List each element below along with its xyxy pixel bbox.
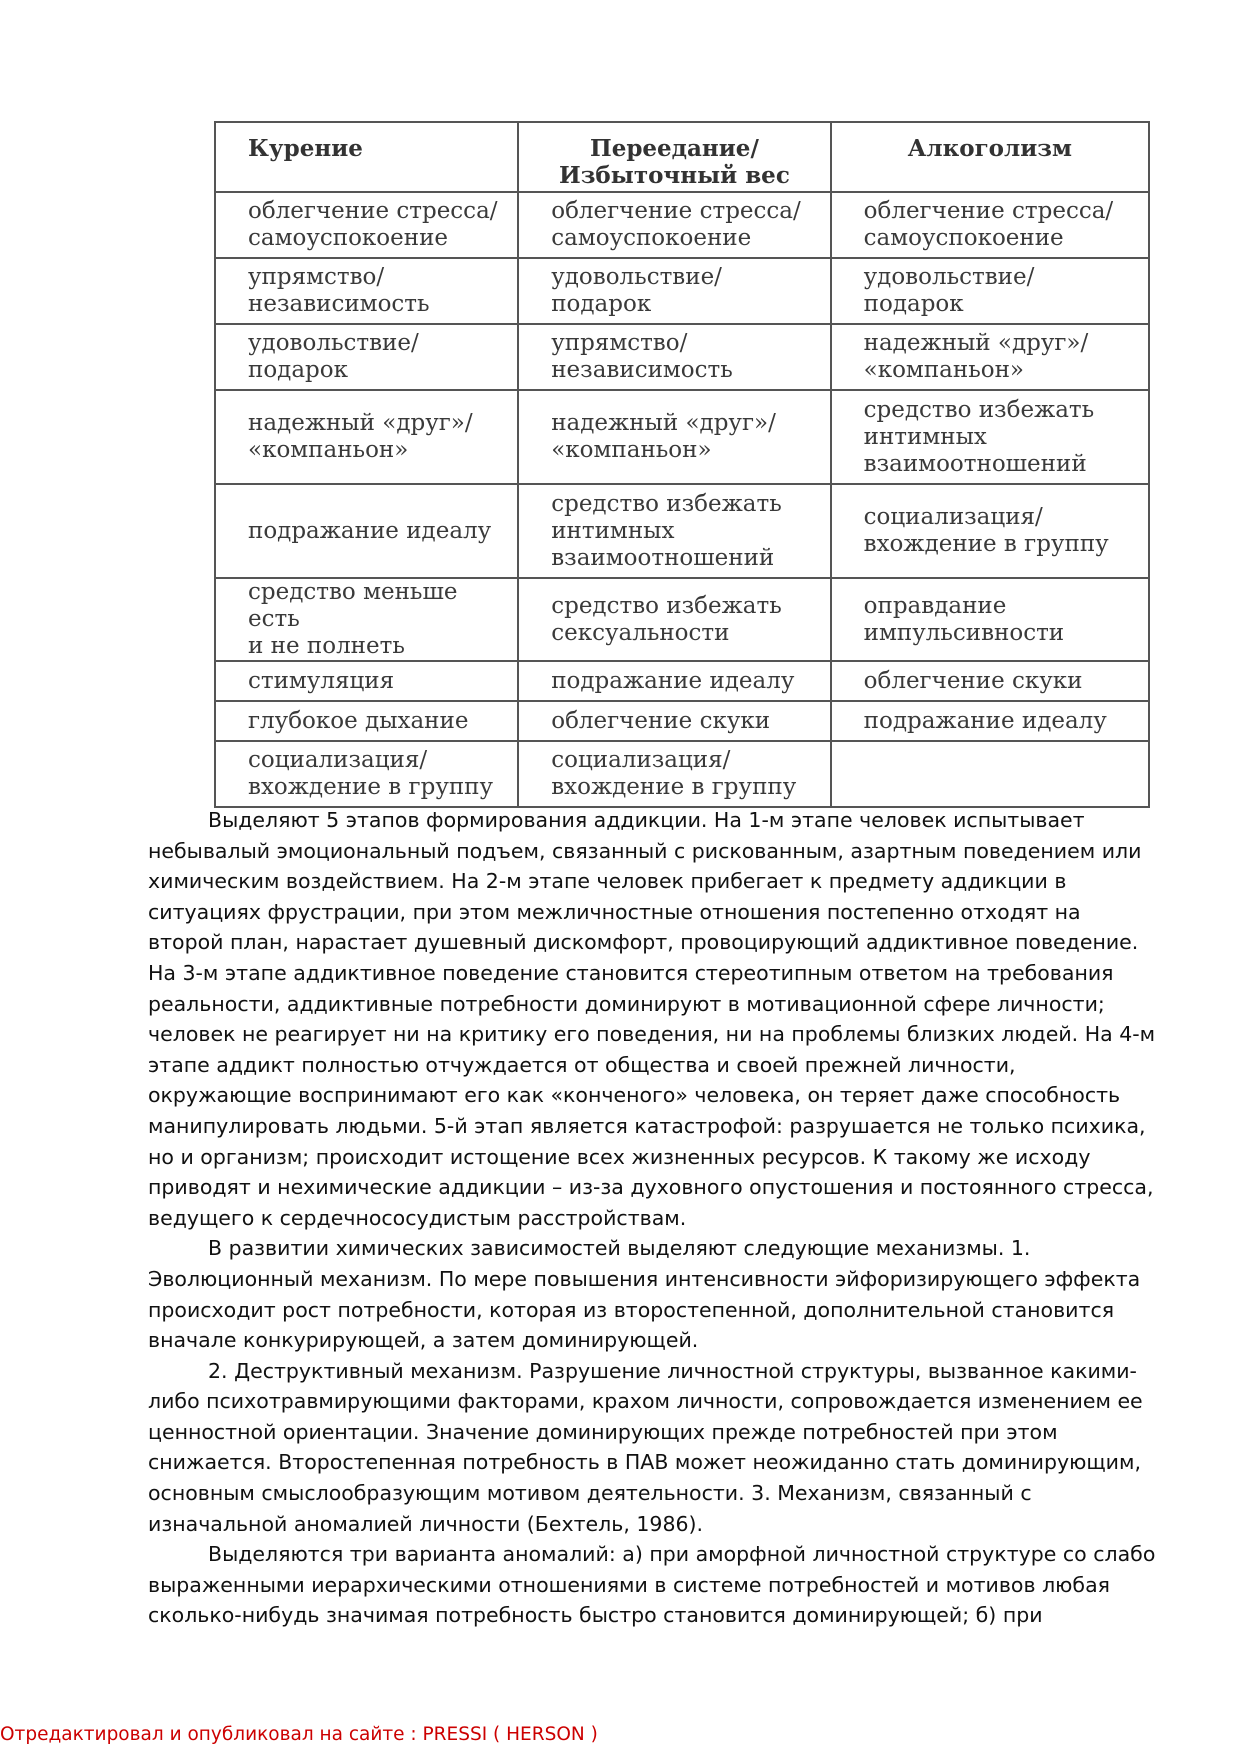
header-alcoholism: Алкоголизм	[831, 122, 1149, 192]
table-cell: средство избежать интимных взаимоотношений	[518, 484, 830, 578]
table-row	[215, 192, 1149, 258]
table-cell	[831, 741, 1149, 807]
table-header-row	[215, 122, 1149, 192]
table-cell: упрямство/ независимость	[215, 258, 518, 324]
table-cell: упрямство/ независимость	[518, 324, 830, 390]
table-cell: социализация/ вхождение в группу	[215, 741, 518, 807]
table-row	[215, 741, 1149, 807]
table-cell: глубокое дыхание	[215, 701, 518, 741]
table-row	[215, 484, 1149, 578]
table-cell: удовольствие/ подарок	[215, 324, 518, 390]
table-cell: удовольствие/ подарок	[518, 258, 830, 324]
table-cell: надежный «друг»/ «компаньон»	[518, 390, 830, 484]
table-cell: удовольствие/ подарок	[831, 258, 1149, 324]
table-cell: облегчение стресса/ самоуспокоение	[831, 192, 1149, 258]
table-row	[215, 661, 1149, 701]
table-row	[215, 258, 1149, 324]
body-text	[148, 805, 1158, 1631]
paragraph-anomaly-variants: Выделяются три варианта аномалий: а) при аморфной личностной структуре со слабо выраженными иерархическими отношениями в системе потребностей и мотивов любая сколько-нибудь значимая потребность быстро становится доминирующей; б) при	[148, 1542, 1156, 1628]
table-cell: облегчение скуки	[518, 701, 830, 741]
table-cell: подражание идеалу	[831, 701, 1149, 741]
table-row	[215, 324, 1149, 390]
table-row	[215, 390, 1149, 484]
paragraph-destructive-mechanism: 2. Деструктивный механизм. Разрушение личностной структуры, вызванное какими-либо психотравмирующими факторами, крахом личности, сопровождается изменением ее ценностной ориентации. Значение доминирующих прежде потребностей при этом снижается. Второстепенная потребность в ПАВ может неожиданно стать доминирующим, основным смыслообразующим мотивом деятельности. 3. Механизм, связанный с изначальной аномалией личности (Бехтель, 1986).	[148, 1358, 1143, 1536]
table-cell: облегчение скуки	[831, 661, 1149, 701]
table-cell: подражание идеалу	[215, 484, 518, 578]
table-cell: облегчение стресса/ самоуспокоение	[215, 192, 518, 258]
table-cell: подражание идеалу	[518, 661, 830, 701]
table-cell: оправдание импульсивности	[831, 578, 1149, 661]
table-cell: средство избежать интимных взаимоотношений	[831, 390, 1149, 484]
table-cell: средство избежать сексуальности	[518, 578, 830, 661]
table-cell: стимуляция	[215, 661, 518, 701]
paragraph-addiction-stages: Выделяют 5 этапов формирования аддикции. На 1-м этапе человек испытывает небывалый эмоциональный подъем, связанный с рискованным, азартным поведением или химическим воздействием. На 2-м этапе человек прибегает к предмету аддикции в ситуациях фрустрации, при этом межличностные отношения постепенно отходят на второй план, нарастает душевный дискомфорт, провоцирующий аддиктивное поведение. На 3-м этапе аддиктивное поведение становится стереотипным ответом на требования реальности, аддиктивные потребности доминируют в мотивационной сфере личности; человек не реагирует ни на критику его поведения, ни на проблемы близких людей. На 4-м этапе аддикт полностью отчуждается от общества и своей прежней личности, окружающие воспринимают его как «конченого» человека, он теряет даже способность манипулировать людьми. 5-й этап является катастрофой: разрушается не только психика, но и организм; происходит истощение всех жизненных ресурсов. К такому же исходу приводят и нехимические аддикции – из-за духовного опустошения и постоянного стресса, ведущего к сердечнососудистым расстройствам.	[148, 808, 1156, 1230]
addiction-functions-table	[214, 121, 1150, 808]
table-row	[215, 701, 1149, 741]
table-cell: надежный «друг»/ «компаньон»	[831, 324, 1149, 390]
header-smoking: Курение	[215, 122, 518, 192]
paragraph-mechanisms: В развитии химических зависимостей выделяют следующие механизмы. 1. Эволюционный механизм. По мере повышения интенсивности эйфоризирующего эффекта происходит рост потребности, которая из второстепенной, дополнительной становится вначале конкурирующей, а затем доминирующей.	[148, 1236, 1141, 1353]
table-row	[215, 578, 1149, 661]
table-cell: социализация/ вхождение в группу	[518, 741, 830, 807]
table-cell: облегчение стресса/ самоуспокоение	[518, 192, 830, 258]
table-cell: надежный «друг»/ «компаньон»	[215, 390, 518, 484]
publisher-footer: Отредактировал и опубликовал на сайте : PRESSI ( HERSON )	[0, 1724, 598, 1745]
table-cell: средство меньше есть и не полнеть	[215, 578, 518, 661]
table-cell: социализация/ вхождение в группу	[831, 484, 1149, 578]
header-overeating: Переедание/ Избыточный вес	[518, 122, 830, 192]
